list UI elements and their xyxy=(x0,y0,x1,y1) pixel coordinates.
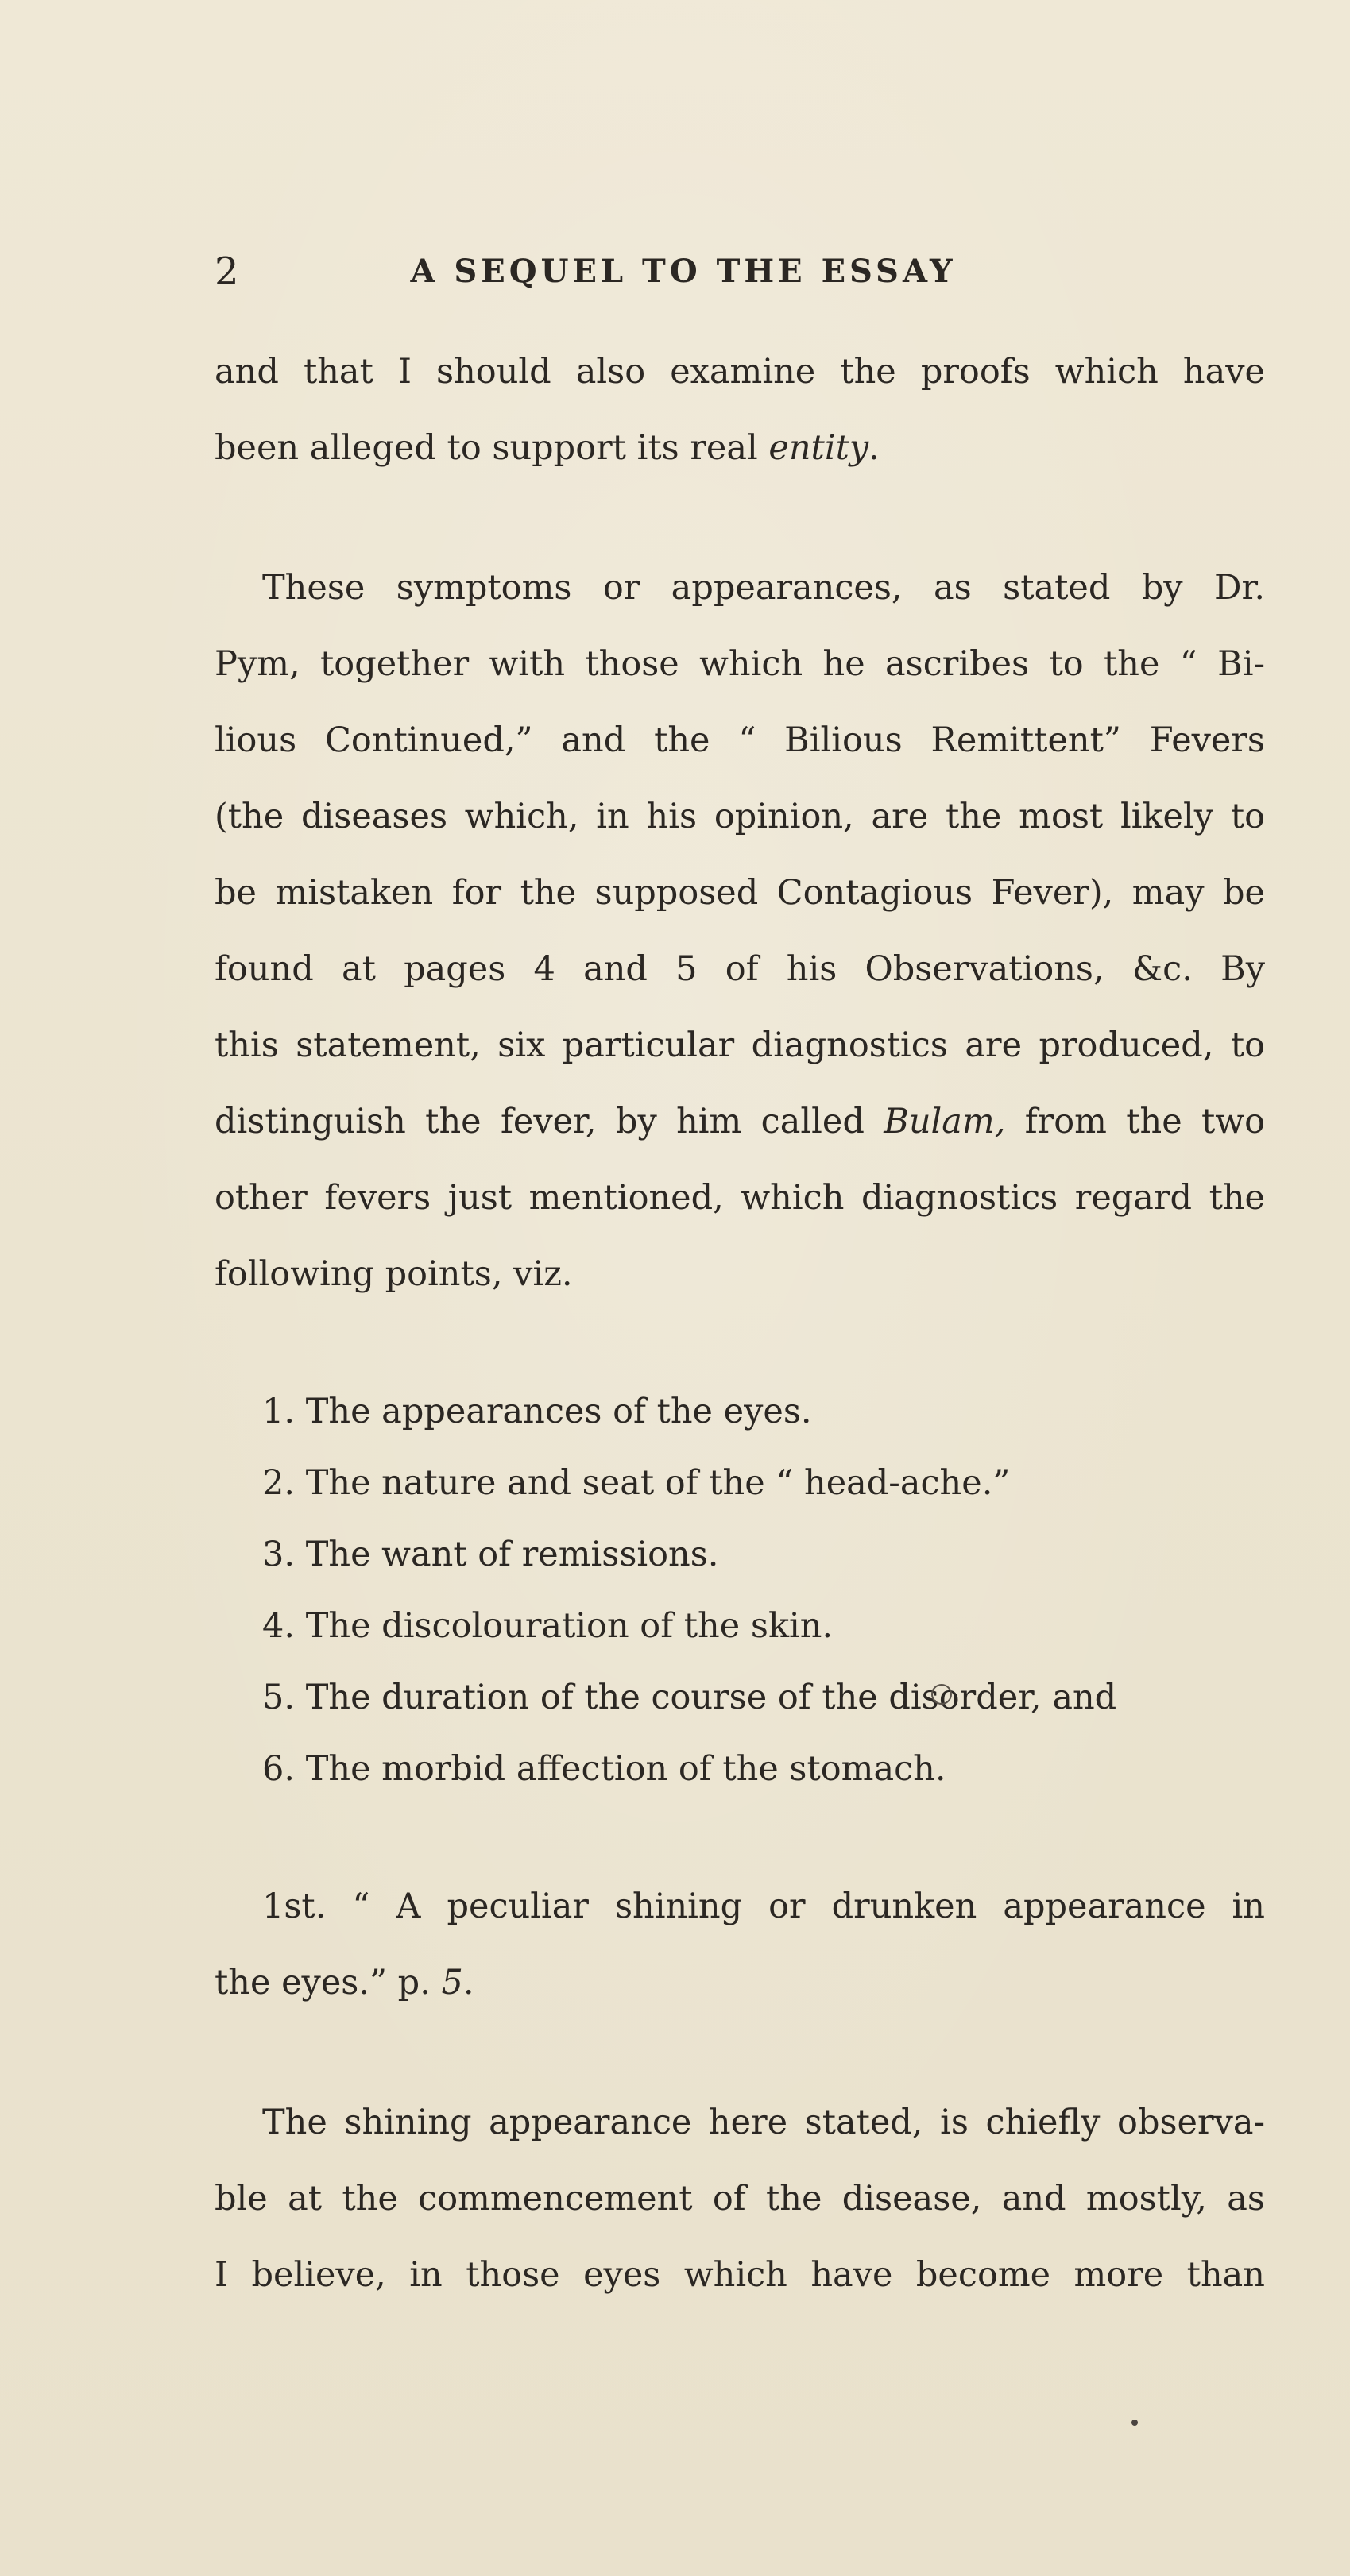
text-segment: from the two xyxy=(1005,1102,1265,1141)
paragraph-2-line-10: following points, viz. xyxy=(215,1254,573,1294)
paragraph-1-line-2 xyxy=(215,410,1271,486)
running-head: A SEQUEL TO THE ESSAY xyxy=(410,253,957,290)
text-segment: the eyes.” p. xyxy=(215,1963,442,2002)
paragraph-2-line-3: lious Continued,” and the “ Bilious Remittent” Fevers xyxy=(215,720,1265,760)
ink-dot-mark xyxy=(1131,2420,1138,2426)
list-item: 2. The nature and seat of the “ head-ache.” xyxy=(262,1463,1011,1503)
paragraph-2-line-9: other fevers just mentioned, which diagnostics regard the xyxy=(215,1178,1265,1218)
italic-word: Bulam, xyxy=(884,1102,1006,1141)
paragraph-3-line-1: 1st. “ A peculiar shining or drunken appearance in xyxy=(262,1887,1265,1926)
page-number: 2 xyxy=(215,249,239,294)
text-segment: . xyxy=(462,1963,474,2002)
list-item: 6. The morbid affection of the stomach. xyxy=(262,1749,946,1789)
text-segment: been alleged to support its real xyxy=(215,428,769,468)
text-segment: distinguish the fever, by him called xyxy=(215,1102,884,1141)
page-body xyxy=(215,334,1271,2313)
list-item: 4. The discolouration of the skin. xyxy=(262,1606,834,1646)
ink-circle-mark xyxy=(931,1684,952,1705)
paragraph-2-line-8 xyxy=(215,1083,1265,1160)
paragraph-4-line-1: The shining appearance here stated, is chiefly observa- xyxy=(262,2103,1265,2142)
paragraph-2-line-4: (the diseases which, in his opinion, are the most likely to xyxy=(215,797,1265,836)
paragraph-2-line-7: this statement, six particular diagnostics are produced, to xyxy=(215,1025,1265,1065)
text-segment: . xyxy=(868,428,880,468)
paragraph-2-line-1: These symptoms or appearances, as stated by Dr. xyxy=(262,568,1265,608)
paragraph-gap xyxy=(215,2021,1271,2084)
page-header xyxy=(215,240,1049,303)
paragraph-gap xyxy=(215,1312,1271,1376)
italic-word: entity xyxy=(768,428,869,468)
list-item: 1. The appearances of the eyes. xyxy=(262,1392,812,1431)
paragraph-2-line-6: found at pages 4 and 5 of his Observations, &c. By xyxy=(215,949,1265,989)
list-item: 3. The want of remissions. xyxy=(262,1535,719,1574)
italic-word: 5 xyxy=(441,1963,463,2002)
paragraph-gap xyxy=(215,1805,1271,1868)
list-item: 5. The duration of the course of the disorder, and xyxy=(262,1678,1117,1717)
paragraph-4-line-3: I believe, in those eyes which have become more than xyxy=(215,2255,1265,2295)
paragraph-4-line-2: ble at the commencement of the disease, and mostly, as xyxy=(215,2179,1265,2219)
paragraph-gap xyxy=(215,486,1271,550)
paragraph-1-line-1: and that I should also examine the proofs which have xyxy=(215,352,1265,392)
paragraph-3-line-2 xyxy=(215,1945,1271,2021)
paragraph-2-line-5: be mistaken for the supposed Contagious Fever), may be xyxy=(215,873,1265,913)
paragraph-2-line-2: Pym, together with those which he ascribes to the “ Bi- xyxy=(215,644,1265,684)
